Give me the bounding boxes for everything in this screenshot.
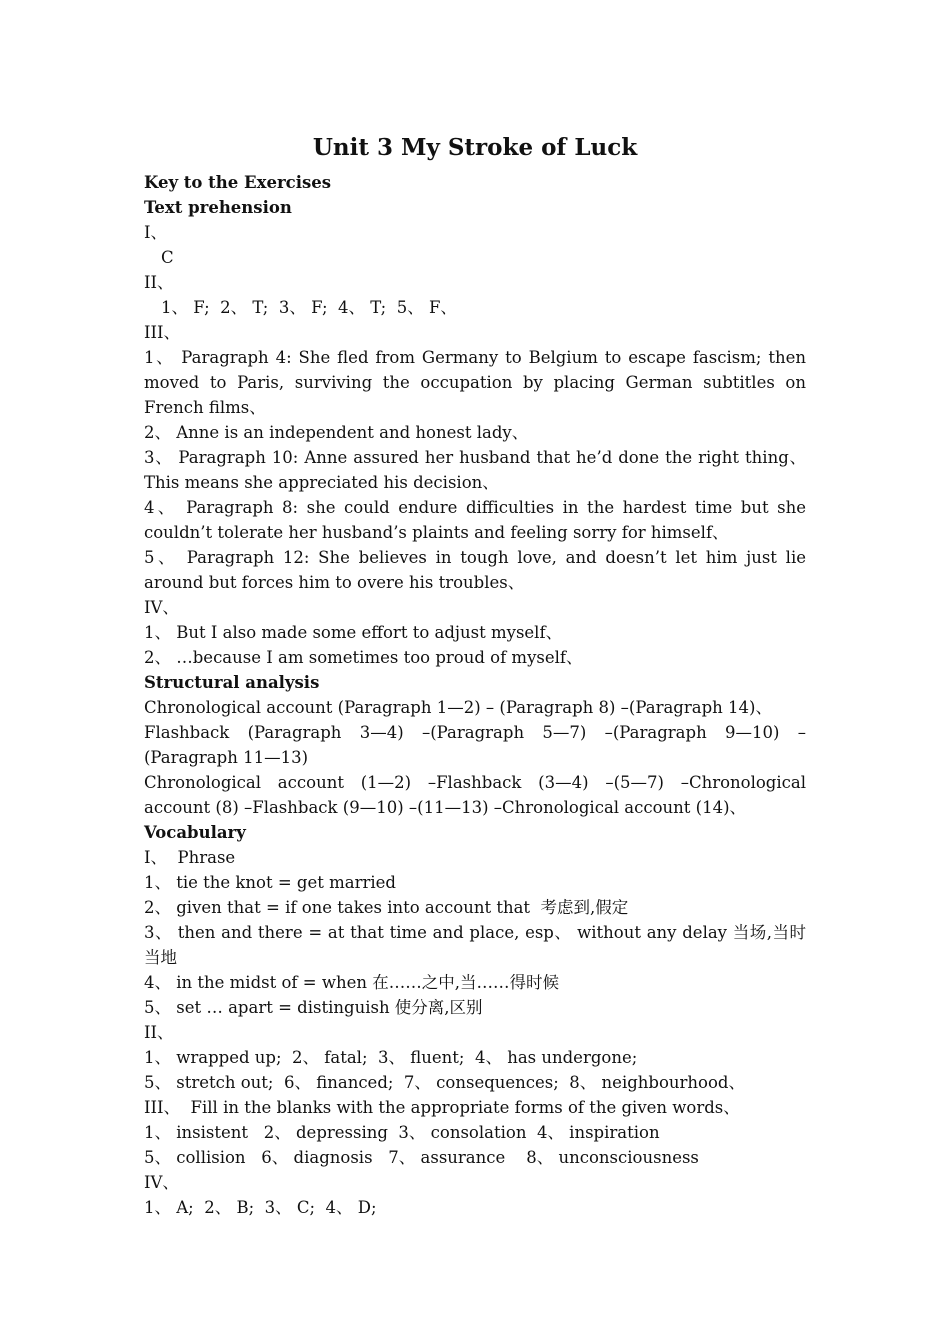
text-line: 1、 F; 2、 T; 3、 F; 4、 T; 5、 F、 [161, 298, 457, 317]
text-line: 3、 then and there = at that time and place, esp、 without any delay 当场,当时当地 [144, 923, 806, 967]
text-line: 2、 …because I am sometimes too proud of myself、 [144, 648, 583, 667]
text-line: II、 [144, 1023, 174, 1042]
section-heading: Vocabulary [144, 823, 246, 842]
text-line: 1、 Paragraph 4: She fled from Germany to Belgium to escape fascism; then moved to Paris, surviving the occupation by placing German subtitles on French films、 [144, 348, 812, 417]
text-line: 1、 A; 2、 B; 3、 C; 4、 D; [144, 1198, 377, 1217]
text-line: 2、 Anne is an independent and honest lady、 [144, 423, 529, 442]
section-heading: Text prehension [144, 198, 292, 217]
text-line: III、 Fill in the blanks with the appropriate forms of the given words、 [144, 1098, 740, 1117]
text-line: Flashback (Paragraph 3—4) –(Paragraph 5—7) –(Paragraph 9—10) –(Paragraph 11—13) [144, 723, 806, 767]
text-line: 5、 stretch out; 6、 financed; 7、 consequences; 8、 neighbourhood、 [144, 1073, 745, 1092]
text-line: 1、 But I also made some effort to adjust myself、 [144, 623, 563, 642]
document-page [144, 132, 812, 1220]
text-line: 4、 Paragraph 8: she could endure difficulties in the hardest time but she couldn’t tolerate her husband’s plaints and feeling sorry for himself、 [144, 498, 812, 542]
text-line: 1、 insistent 2、 depressing 3、 consolation 4、 inspiration [144, 1123, 660, 1142]
section-heading: Structural analysis [144, 673, 320, 692]
text-line: Chronological account (1—2) –Flashback (3—4) –(5—7) –Chronological account (8) –Flashback (9—10) –(11—13) –Chronological account (14)、 [144, 773, 812, 817]
text-line: 5、 Paragraph 12: She believes in tough love, and doesn’t let him just lie around but forces him to overe his troubles、 [144, 548, 812, 592]
text-line: III、 [144, 323, 181, 342]
answer-key-body [144, 170, 812, 1220]
text-line: 1、 wrapped up; 2、 fatal; 3、 fluent; 4、 has undergone; [144, 1048, 638, 1067]
text-line: 3、 Paragraph 10: Anne assured her husband that he’d done the right thing、 This means she appreciated his decision、 [144, 448, 812, 492]
text-line: 5、 collision 6、 diagnosis 7、 assurance 8、 unconsciousness [144, 1148, 699, 1167]
text-line: 1、 tie the knot = get married [144, 873, 396, 892]
text-line: I、 Phrase [144, 848, 236, 867]
text-line: I、 [144, 223, 168, 242]
page-title: Unit 3 My Stroke of Luck [312, 134, 638, 161]
section-heading: Key to the Exercises [144, 173, 332, 192]
text-line: C [161, 248, 174, 267]
text-line: IV、 [144, 598, 179, 617]
text-line: IV、 [144, 1173, 179, 1192]
text-line: 5、 set … apart = distinguish 使分离,区别 [144, 998, 483, 1017]
text-line: 2、 given that = if one takes into account that 考虑到,假定 [144, 898, 629, 917]
text-line: 4、 in the midst of = when 在……之中,当……得时候 [144, 973, 559, 992]
text-line: II、 [144, 273, 174, 292]
text-line: Chronological account (Paragraph 1—2) – (Paragraph 8) –(Paragraph 14)、 [144, 698, 772, 717]
